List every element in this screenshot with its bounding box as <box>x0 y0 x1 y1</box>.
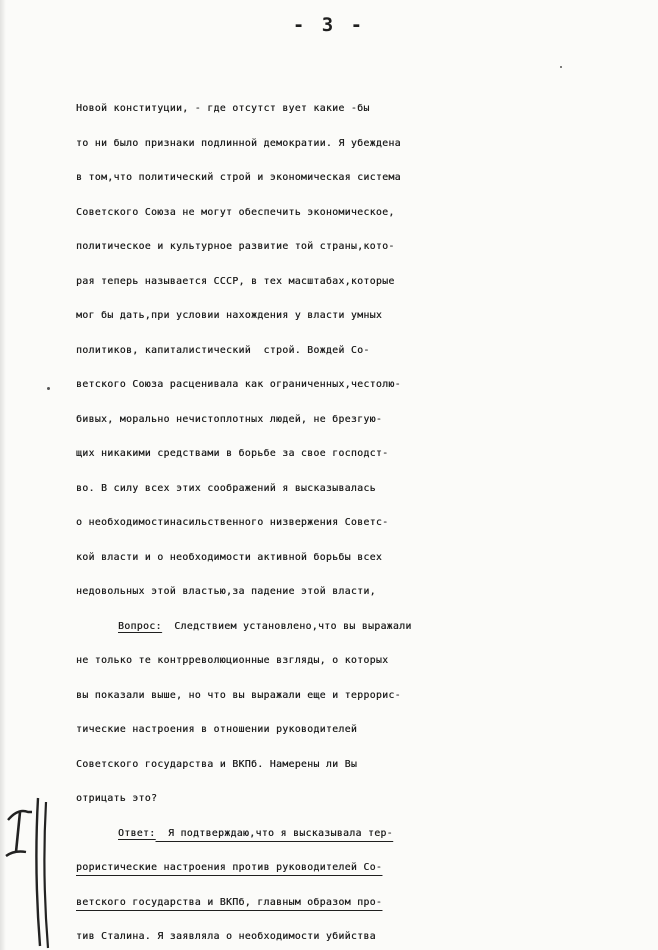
question-label: Вопрос: <box>118 620 162 632</box>
page-number: - 3 - <box>292 14 366 36</box>
line-text: недовольных этой властью,за падение этой власти, <box>76 586 376 597</box>
text-line <box>0 575 658 610</box>
text-line <box>0 368 658 403</box>
text-line <box>0 472 658 507</box>
text-line <box>0 644 658 679</box>
document-body <box>0 92 658 950</box>
line-text: во. В силу всех этих соображений я высказывалась <box>76 482 376 494</box>
text-line <box>0 782 658 817</box>
line-text: вы показали выше, но что вы выражали еще и террорис- <box>76 689 401 701</box>
line-text: о необходимостинасильственного низвержения Советс- <box>76 517 389 528</box>
line-text: кой власти и о необходимости активной борьбы всех <box>76 551 383 563</box>
line-text: бивых, морально нечистоплотных людей, не брезгую- <box>76 413 383 425</box>
text-line <box>0 541 658 576</box>
text-line <box>0 127 658 162</box>
line-text: то ни было признаки подлинной демократии. Я убеждена <box>76 137 401 149</box>
text-line <box>0 679 658 714</box>
text-line <box>0 92 658 127</box>
scan-speck <box>47 387 50 390</box>
text-line <box>0 334 658 369</box>
text-line <box>0 920 658 950</box>
text-line <box>0 713 658 748</box>
text-line <box>0 403 658 438</box>
line-text: политическое и культурное развитие той страны,кото- <box>76 241 395 252</box>
margin-roman-numeral-mark <box>4 790 52 950</box>
line-text: тив Сталина. Я заявляла о необходимости убийства <box>76 931 376 942</box>
line-text: политиков, капиталистический строй. Вождей Со- <box>76 344 370 356</box>
text-line <box>0 230 658 265</box>
text-line <box>0 196 658 231</box>
line-text: щих никакими средствами в борьбе за свое господст- <box>76 448 389 459</box>
line-text: мог бы дать,при условии нахождения у власти умных <box>76 310 383 321</box>
line-text: рая теперь называется СССР, в тех масштабах,которые <box>76 275 395 287</box>
line-text: Новой конституции, - где отсутст вует какие -бы <box>76 103 370 114</box>
line-text: Советского Союза не могут обеспечить экономическое, <box>76 206 395 218</box>
text-line <box>0 506 658 541</box>
line-text: не только те контрреволюционные взгляды, о которых <box>76 655 389 666</box>
text-line <box>0 610 658 645</box>
text-line <box>0 817 658 852</box>
text-line <box>0 265 658 300</box>
answer-label: Ответ: <box>118 827 156 839</box>
line-text: рористические настроения против руководителей Со- <box>76 862 383 873</box>
line-text: отрицать это? <box>76 793 158 804</box>
scan-speck <box>560 66 562 68</box>
text-line <box>0 748 658 783</box>
text-line <box>0 851 658 886</box>
line-text: ветского государства и ВКПб, главным образом про- <box>76 896 383 908</box>
line-text: Следствием установлено,что вы выражали <box>161 620 412 632</box>
text-line <box>0 886 658 921</box>
line-text: ветского Союза расценивала как ограниченных,честолю- <box>76 379 401 390</box>
text-line <box>0 437 658 472</box>
text-line <box>0 161 658 196</box>
line-text: Советского государства и ВКПб. Намерены ли Вы <box>76 758 358 770</box>
line-text: в том,что политический строй и экономическая система <box>76 172 401 183</box>
line-text: тические настроения в отношении руководителей <box>76 724 358 735</box>
text-line <box>0 299 658 334</box>
line-text: Я подтверждаю,что я высказывала тер- <box>155 827 393 839</box>
